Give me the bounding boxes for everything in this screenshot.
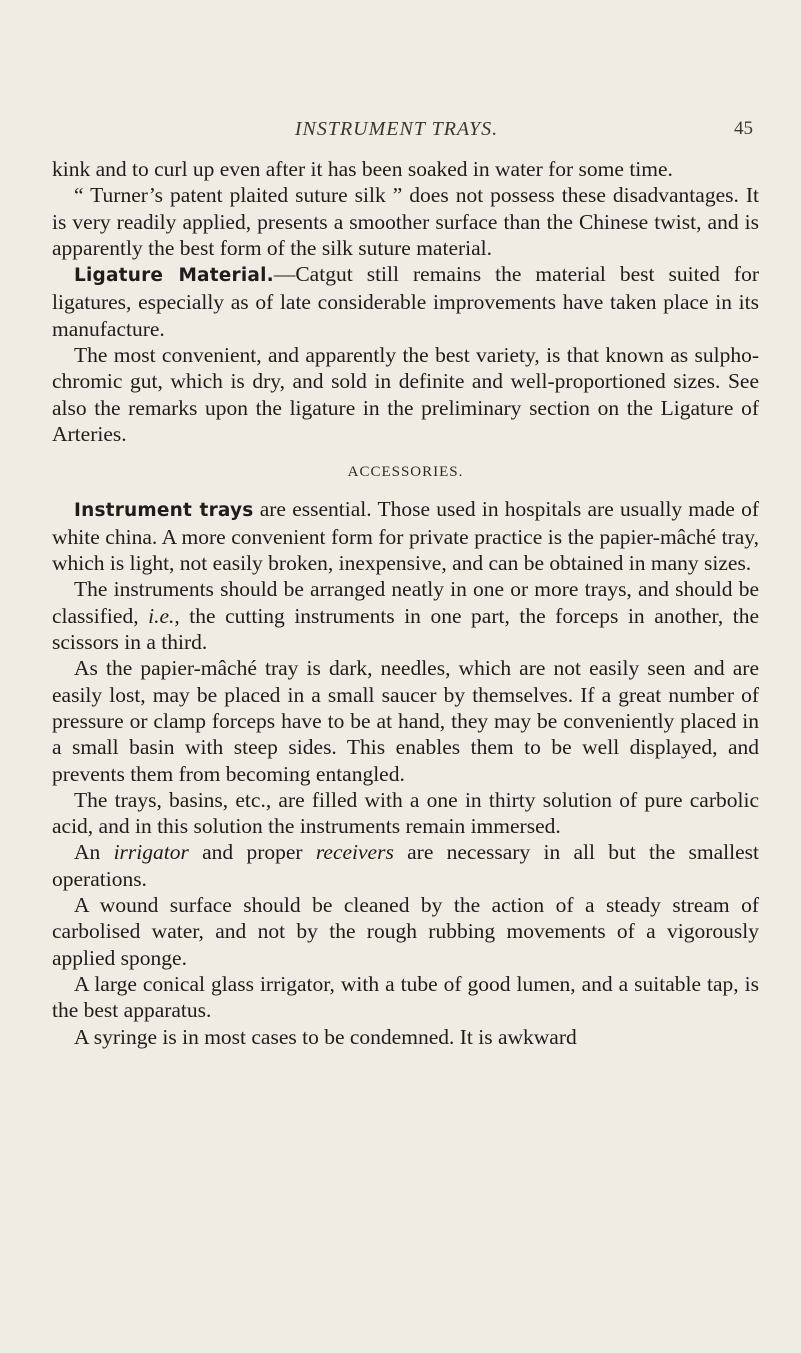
running-title: INSTRUMENT TRAYS.	[294, 118, 499, 140]
paragraph-9-irrigator: irrigator	[113, 840, 189, 865]
paragraph-9-text-b: and proper	[188, 840, 316, 865]
paragraph-3-text: —Catgut still remains the material best suited for ligatures, especially as of late considerable improvements have taken place in its manufacture.	[52, 262, 759, 341]
paragraph-5	[52, 496, 759, 577]
paragraph-6-ie: i.e.	[148, 603, 175, 628]
paragraph-9-text-c: are necessary in all but the smallest operations.	[52, 840, 760, 891]
paragraph-10: A wound surface should be cleaned by the action of a steady stream of carbolised water, and not by the rough rubbing movements of a vigorously applied sponge.	[52, 893, 759, 970]
paragraph-4: The most convenient, and apparently the best variety, is that known as sulpho-chromic gut, which is dry, and sold in definite and well-proportioned sizes. See also the remarks upon the ligature in the preliminary section on the Ligature of Arteries.	[52, 343, 759, 446]
instrument-trays-heading: Instrument trays	[74, 499, 254, 521]
paragraph-6	[52, 576, 759, 655]
paragraph-6-text-b: , the cutting instruments in one part, the forceps in another, the scissors in a third.	[52, 603, 759, 655]
paragraph-11: A large conical glass irrigator, with a tube of good lumen, and a suitable tap, is the best apparatus.	[52, 971, 759, 1023]
paragraph-9-receivers: receivers	[315, 840, 394, 865]
running-head	[52, 118, 753, 148]
paragraph-1: kink and to curl up even after it has been soaked in water for some time.	[52, 157, 673, 181]
ligature-material-heading: Ligature Material.	[74, 265, 274, 287]
paragraph-6-text-a: The instruments should be arranged neatly in one or more trays, and should be classified,	[52, 577, 759, 628]
paragraph-2: “ Turner’s patent plaited suture silk ” does not possess these disadvantages. It is very readily applied, presents a smoother surface than the Chinese twist, and is apparently the best form of the silk suture material.	[52, 183, 759, 260]
paragraph-9-text-a: An	[74, 840, 114, 865]
paragraph-8: The trays, basins, etc., are filled with a one in thirty solution of pure carbolic acid, and in this solution the instruments remain immersed.	[52, 787, 759, 839]
page-number: 45	[734, 118, 753, 139]
body-text	[52, 156, 759, 1050]
paragraph-9	[52, 839, 759, 892]
paragraph-12: A syringe is in most cases to be condemned. It is awkward	[74, 1024, 577, 1049]
section-heading: ACCESSORIES.	[347, 464, 464, 481]
paragraph-5-text: are essential. Those used in hospitals are usually made of white china. A more convenient form for private practice is the papier-mâché tray, which is light, not easily broken, inexpensive, and can be obtained in many sizes.	[52, 496, 759, 576]
paragraph-3	[52, 261, 759, 342]
paragraph-7: As the papier-mâché tray is dark, needles, which are not easily seen and are easily lost, may be placed in a small saucer by themselves. If a great number of pressure or clamp forceps have to be at hand, they may be conveniently placed in a small basin with steep sides. This enables them to be well displayed, and prevents them from becoming entangled.	[52, 656, 759, 786]
